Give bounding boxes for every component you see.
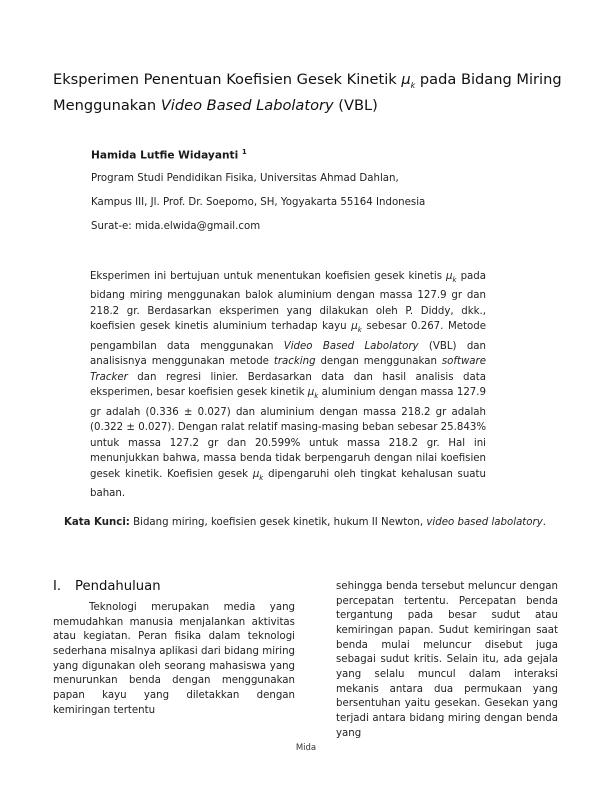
abstract-part: dipengaruhi oleh tingkat kehalusan suatu bahan. xyxy=(90,468,486,500)
title-text-1: Eksperimen Penentuan Koefisien Gesek Kinetik xyxy=(53,71,402,88)
abstract-part: Eksperimen ini bertujuan untuk menentukan koefisien gesek kinetis xyxy=(90,271,447,282)
author-superscript: 1 xyxy=(241,148,247,156)
affiliation-line-2: Kampus III, Jl. Prof. Dr. Soepomo, SH, Yogyakarta 55164 Indonesia xyxy=(91,197,426,208)
mu-symbol: μ xyxy=(401,71,411,88)
mu-symbol: $\mu_k$ xyxy=(351,321,362,335)
body-column-left: Teknologi merupakan media yang memudahkan manusia menjalankan aktivitas atau kegiatan. Peran fisika dalam teknologi sederhana misalnya aplikasi dari bidang miring yang digunakan oleh seorang mahasiswa yang menurunkan benda dengan menggunakan papan kayu yang diletakkan dengan kemiringan tertentu xyxy=(53,602,295,716)
abstract-italic: tracking xyxy=(273,356,316,368)
abstract-italic: Video Based Labolatory xyxy=(283,340,419,352)
section-title: Pendahuluan xyxy=(75,579,161,594)
page-footer: Mida xyxy=(295,743,317,753)
mu-symbol: $\mu_k$ xyxy=(307,387,319,401)
title-italic: Video Based Labolatory xyxy=(160,96,334,114)
keywords xyxy=(53,515,557,531)
affiliation-line-1: Program Studi Pendidikan Fisika, Universitas Ahmad Dahlan, xyxy=(91,173,399,184)
mu-symbol: $\mu_k$ xyxy=(446,271,457,285)
body-column-right: sehingga benda tersebut meluncur dengan percepatan tertentu. Percepatan benda tergantung pada besar sudut atau kemiringan papan. Sudut kemiringan saat benda mulai meluncur disebut juga sebagai sudut kritis. Selain itu, ada gejala yang selalu muncul dalam interaksi mekanis antara dua permukaan yang bersentuhan yaitu gesekan. Gesekan yang terjadi antara bidang miring dengan benda yang xyxy=(336,581,558,739)
abstract-part: dan regresi linier. Berdasarkan data dan hasil analisis data eksperimen, besar koefisien gesek kinetik xyxy=(90,371,486,399)
abstract-part: sebesar 0.267. Metode pengambilan data menggunakan xyxy=(90,321,487,352)
abstract-part: aluminium dengan massa 127.9 gr adalah (0.336 ± 0.027) dan aluminium dengan massa 218.2 gr adalah (0.322 ± 0.027). Dengan ralat relatif masing-masing beban sebesar 25.843% untuk massa 127.2 gr dan 20.599% untuk massa 218.2 gr. Hal ini menunjukkan bahwa, massa benda tidak berpengaruh dengan nilai koefisien gesek kinetik. Koefisien gesek xyxy=(90,387,487,480)
keywords-end: . xyxy=(542,517,547,528)
paper-title xyxy=(53,70,563,116)
keywords-text: Bidang miring, koefisien gesek kinetik, hukum II Newton, xyxy=(129,517,427,528)
section-number: I. xyxy=(53,579,62,594)
email-line: Surat-e: mida.elwida@gmail.com xyxy=(91,221,261,232)
abstract-part: pada bidang miring menggunakan balok aluminium dengan massa 127.9 gr dan 218.2 gr. Berdasarkan eksperimen yang dilakukan oleh P. Diddy, dkk., koefisien gesek kinetis aluminium terhadap kayu xyxy=(90,271,486,333)
abstract-part: (VBL) dan analisisnya menggunakan metode xyxy=(90,340,486,368)
section-heading xyxy=(53,579,161,594)
abstract-italic: software Tracker xyxy=(90,356,486,383)
mu-symbol: $\mu_k$ xyxy=(252,468,264,482)
title-text-3: (VBL) xyxy=(333,96,378,114)
title-text-2: pada Bidang Miring Menggunakan xyxy=(53,71,562,114)
mu-subscript: k xyxy=(410,80,416,90)
author-name-text: Hamida Lutfie Widayanti xyxy=(91,149,239,162)
abstract xyxy=(90,269,486,501)
keywords-label: Kata Kunci: xyxy=(64,517,130,528)
author-name xyxy=(91,148,247,162)
abstract-part: dengan menggunakan xyxy=(315,356,442,368)
keywords-italic: video based labolatory xyxy=(426,517,543,528)
